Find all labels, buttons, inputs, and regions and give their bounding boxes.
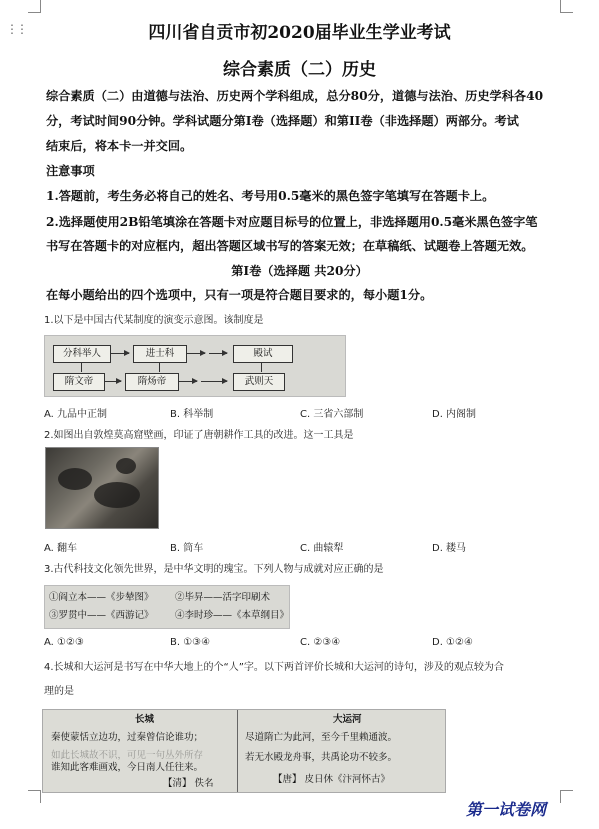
- flow-connector: [159, 362, 160, 372]
- poem-line: 谁知此客难画戏，今日南人任往来。: [51, 762, 204, 773]
- notice-item: 2.选择题使用2B铅笔填涂在答题卡对应题目标号的位置上，非选择题用0.5毫米黑色签字笔: [46, 215, 538, 229]
- mural-figure: [58, 468, 92, 490]
- question-stem: 1.以下是中国古代某制度的演变示意图。该制度是: [44, 315, 264, 326]
- pair-item: ④李时珍——《本草纲目》: [175, 610, 290, 621]
- option-c[interactable]: C. ②③④: [300, 637, 341, 648]
- flow-arrow: [179, 381, 197, 382]
- page-corner-mark: [28, 0, 41, 13]
- poem-line: 尽道隋亡为此河，至今千里赖通波。: [245, 732, 398, 743]
- option-b[interactable]: B. 筒车: [170, 543, 204, 554]
- poem-line: 秦使蒙恬立边功，过秦曾信论谁功；: [51, 732, 204, 743]
- notice-item: 1.答题前，考生务必将自己的姓名、考号用0.5毫米的黑色签字笔填写在答题卡上。: [46, 189, 495, 203]
- page-subtitle: 综合素质（二）历史: [223, 60, 376, 80]
- intro-line: 综合素质（二）由道德与法治、历史两个学科组成，总分80分，道德与法治、历史学科各40: [46, 89, 544, 103]
- question-figure-flowchart: [44, 335, 346, 397]
- flow-box: 分科举人: [53, 345, 111, 363]
- site-watermark-logo[interactable]: 第一试卷网: [466, 800, 547, 819]
- question-stem: 2.如图出自敦煌莫高窟壁画，印证了唐朝耕作工具的改进。这一工具是: [44, 430, 354, 441]
- question-stem: 3.古代科技文化领先世界，是中华文明的瑰宝。下列人物与成就对应正确的是: [44, 564, 384, 575]
- flow-arrow: [209, 353, 227, 354]
- flow-box: 隋文帝: [53, 373, 105, 391]
- option-d[interactable]: D. 耧马: [432, 543, 467, 554]
- flow-arrow: [105, 381, 121, 382]
- option-d[interactable]: D. ①②④: [432, 637, 473, 648]
- poem-line: 若无水殿龙舟事，共禹论功不较多。: [245, 752, 398, 763]
- page-corner-mark: [560, 0, 573, 13]
- intro-line: 结束后，将本卡一并交回。: [46, 139, 193, 153]
- page-corner-mark: [560, 790, 573, 803]
- drag-handle-icon[interactable]: ⋮⋮: [6, 22, 26, 36]
- option-d[interactable]: D. 内阁制: [432, 409, 477, 420]
- page-title: 四川省自贡市初2020届毕业生学业考试: [148, 23, 451, 43]
- flow-arrow: [187, 353, 205, 354]
- table-divider: [237, 710, 238, 792]
- option-c[interactable]: C. 三省六部制: [300, 409, 364, 420]
- notice-heading: 注意事项: [46, 164, 95, 178]
- mural-figure: [94, 482, 140, 508]
- section-instruction: 在每小题给出的四个选项中，只有一项是符合题目要求的，每小题1分。: [46, 288, 433, 302]
- flow-box: 武则天: [233, 373, 285, 391]
- mural-image: [45, 447, 159, 529]
- question-stem: 4.长城和大运河是书写在中华大地上的个“人”字。以下两首评价长城和大运河的诗句，涉及的观点较为合: [44, 662, 504, 673]
- poem-line: 如此长城故不识，可见一句丛外所存: [51, 750, 204, 761]
- intro-line: 分，考试时间90分钟。学科试题分第Ⅰ卷（选择题）和第II卷（非选择题）两部分。考试: [46, 114, 519, 128]
- notice-item: 书写在答题卡的对应框内，超出答题区域书写的答案无效；在草稿纸、试题卷上答题无效。: [46, 239, 534, 253]
- flow-arrow: [201, 381, 227, 382]
- table-header: 长城: [135, 714, 155, 725]
- option-a[interactable]: A. 翻车: [44, 543, 78, 554]
- flow-arrow: [111, 353, 129, 354]
- flow-box: 进士科: [133, 345, 187, 363]
- table-header: 大运河: [333, 714, 362, 725]
- page-corner-mark: [28, 790, 41, 803]
- option-b[interactable]: B. ①③④: [170, 637, 211, 648]
- flow-connector: [261, 362, 262, 372]
- pair-item: ①阎立本——《步辇图》: [49, 592, 154, 603]
- option-c[interactable]: C. 曲辕犁: [300, 543, 344, 554]
- flow-box: 殿试: [233, 345, 293, 363]
- option-a[interactable]: A. ①②③: [44, 637, 84, 648]
- section-title: 第Ⅰ卷（选择题 共20分）: [231, 264, 368, 278]
- flow-box: 隋炀帝: [125, 373, 179, 391]
- pair-item: ③罗贯中——《西游记》: [49, 610, 154, 621]
- pair-item: ②毕昇——活字印刷术: [175, 592, 271, 603]
- option-b[interactable]: B. 科举制: [170, 409, 214, 420]
- option-a[interactable]: A. 九品中正制: [44, 409, 108, 420]
- flow-connector: [81, 362, 82, 372]
- poem-table: [42, 709, 446, 793]
- question-figure-pairs: [44, 585, 290, 629]
- mural-figure: [116, 458, 136, 474]
- poem-source: 【清】 佚名: [163, 778, 214, 789]
- question-stem: 理的是: [44, 686, 74, 697]
- poem-source: 【唐】 皮日休《汴河怀古》: [273, 774, 391, 785]
